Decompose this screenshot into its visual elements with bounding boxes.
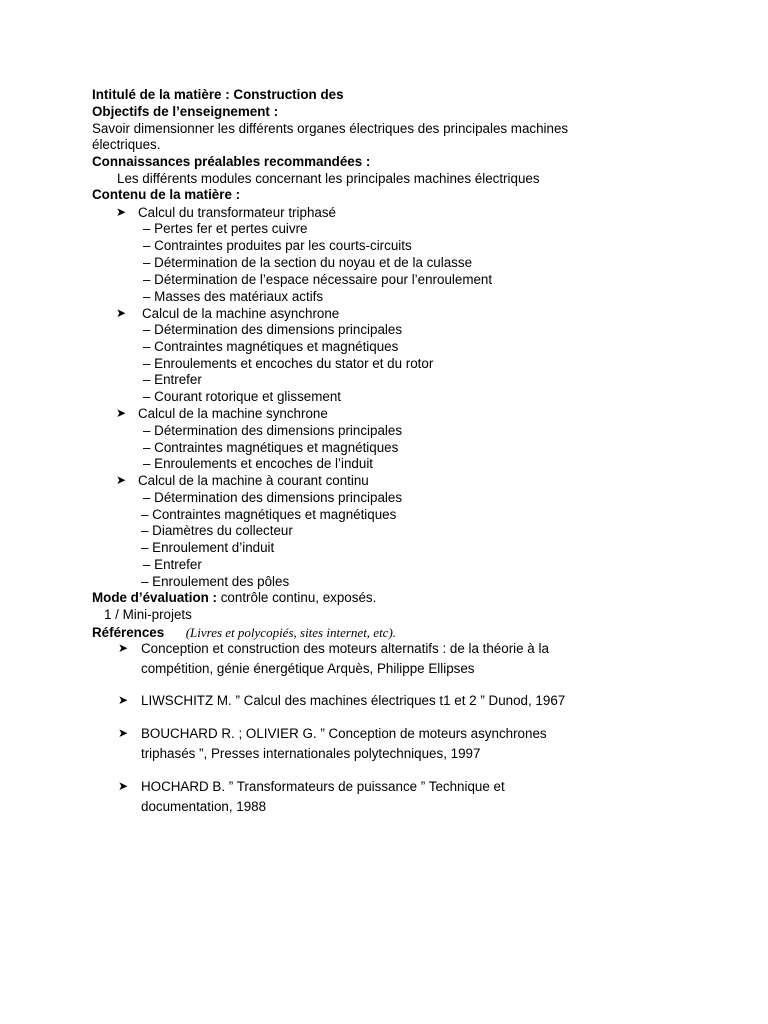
arrow-bullet-icon: ➤ <box>118 726 129 740</box>
arrow-bullet-icon: ➤ <box>116 205 127 219</box>
objectifs-label: Objectifs de l’enseignement : <box>92 104 279 119</box>
list-item: – Enroulement des pôles <box>141 574 290 589</box>
arrow-bullet-icon: ➤ <box>116 473 127 487</box>
list-item: – Détermination de l’espace nécessaire pour l’enroulement <box>143 272 493 287</box>
evaluation-label: Mode d’évaluation : <box>92 590 217 605</box>
list-item: – Enroulements et encoches du stator et du rotor <box>143 356 434 371</box>
list-item: – Pertes fer et pertes cuivre <box>143 221 308 236</box>
arrow-bullet-icon: ➤ <box>118 779 129 793</box>
intitule-label: Intitulé de la matière : <box>92 87 230 102</box>
section-title: Calcul de la machine synchrone <box>138 406 328 421</box>
prealables-text: Les différents modules concernant les principales machines électriques <box>117 171 540 186</box>
list-item: – Détermination des dimensions principales <box>143 322 403 337</box>
section-title: Calcul du transformateur triphasé <box>138 205 336 220</box>
reference-text: LIWSCHITZ M. ” Calcul des machines électriques t1 et 2 ” Dunod, 1967 <box>141 693 566 708</box>
evaluation-line <box>92 589 376 606</box>
list-item: – Contraintes magnétiques et magnétiques <box>143 339 399 354</box>
list-item: – Masses des matériaux actifs <box>143 289 324 304</box>
list-item: – Entrefer <box>143 557 202 572</box>
arrow-bullet-icon: ➤ <box>116 306 127 320</box>
evaluation-value: contrôle continu, exposés. <box>220 590 377 605</box>
list-item: – Contraintes produites par les courts-circuits <box>143 238 412 253</box>
references-label: Références <box>92 625 165 640</box>
reference-text: triphasés ”, Presses internationales polytechniques, 1997 <box>141 746 481 761</box>
reference-text: BOUCHARD R. ; OLIVIER G. ” Conception de moteurs asynchrones <box>141 726 547 741</box>
references-note: (Livres et polycopiés, sites internet, etc). <box>185 625 397 640</box>
objectifs-text-1: Savoir dimensionner les différents organes électriques des principales machines <box>92 121 569 136</box>
list-item: – Détermination des dimensions principales <box>143 490 403 505</box>
list-item: – Contraintes magnétiques et magnétiques <box>143 440 399 455</box>
reference-text: documentation, 1988 <box>141 799 267 814</box>
list-item: – Enroulement d’induit <box>141 540 275 555</box>
list-item: – Diamètres du collecteur <box>141 523 293 538</box>
reference-text: Conception et construction des moteurs alternatifs : de la théorie à la <box>141 641 549 656</box>
section-title: Calcul de la machine asynchrone <box>142 306 340 321</box>
contenu-label: Contenu de la matière : <box>92 187 241 202</box>
section-title: Calcul de la machine à courant continu <box>138 473 369 488</box>
list-item: – Contraintes magnétiques et magnétiques <box>141 507 397 522</box>
objectifs-text-2: électriques. <box>92 137 161 152</box>
intitule-line <box>92 86 344 103</box>
arrow-bullet-icon: ➤ <box>116 406 127 420</box>
evaluation-item: 1 / Mini-projets <box>104 607 192 622</box>
reference-text: compétition, génie énergétique Arquès, Philippe Ellipses <box>141 661 475 676</box>
list-item: – Détermination de la section du noyau et de la culasse <box>143 255 473 270</box>
arrow-bullet-icon: ➤ <box>118 693 129 707</box>
list-item: – Détermination des dimensions principales <box>143 423 403 438</box>
list-item: – Courant rotorique et glissement <box>143 389 341 404</box>
list-item: – Entrefer <box>143 372 202 387</box>
prealables-label: Connaissances préalables recommandées : <box>92 154 371 169</box>
reference-text: HOCHARD B. ” Transformateurs de puissance ” Technique et <box>141 779 505 794</box>
intitule-value: Construction des <box>233 87 344 102</box>
references-line <box>92 624 396 641</box>
list-item: – Enroulements et encoches de l’induit <box>143 456 374 471</box>
arrow-bullet-icon: ➤ <box>118 641 129 655</box>
